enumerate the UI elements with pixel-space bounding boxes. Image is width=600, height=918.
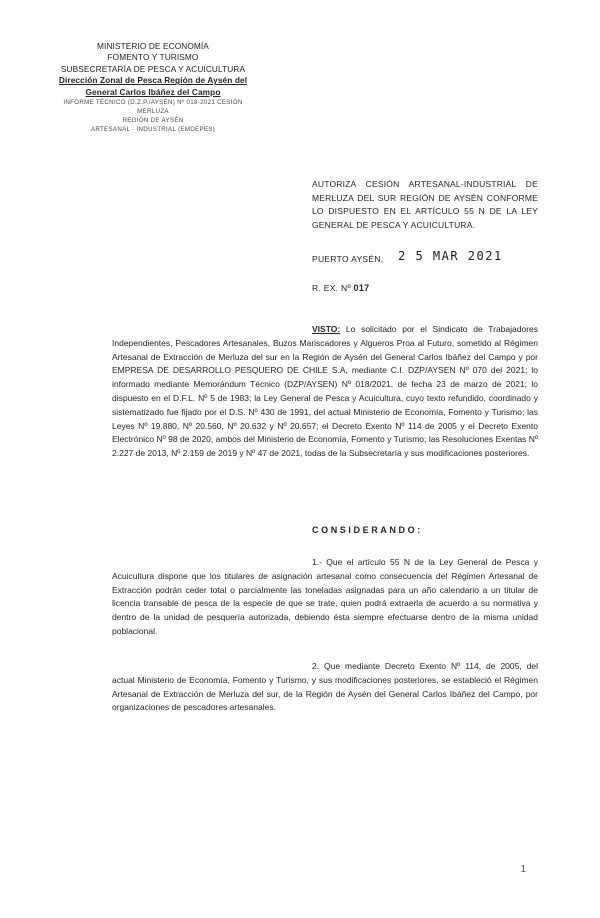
date-stamp: 2 5 MAR 2021 [398,249,503,263]
considerando-2 [112,660,538,715]
header-ref-3: ARTESANAL - INDUSTRIAL (EMDEPES) [90,126,216,134]
header-ref-1: INFORME TÉCNICO (D.Z.P./AYSÉN) Nº 018-2021 CESIÓN MERLUZA [63,99,243,116]
letterhead [48,41,258,134]
visto-paragraph [112,323,538,461]
resolution-label: R. EX. Nº [312,283,351,293]
header-region: General Carlos Ibáñez del Campo [85,86,221,97]
place: PUERTO AYSÉN, [312,254,384,264]
visto-text: Lo solicitado por el Sindicato de Trabajadores Independientes, Pescadores Artesanales, Buzos Mariscadores y Algueros Proa al Futuro, sometido al Régimen Artesanal de Extracción de Merluza del sur en la Región de Aysén del General Carlos Ibáñez del Campo y por EMPRESA DE DESARROLLO PESQUERO DE CHILE S.A, mediante C.I. DZP/AYSEN Nº 070 del 2021; lo informado mediante Memorándum Técnico (DZP/AYSEN) Nº 018/2021, de fecha 23 de marzo de 2021; lo dispuesto en el D.F.L. Nº 5 de 1983; la Ley General de Pesca y Acuicultura, cuyo texto refundido, coordinado y sistematizado fue fijado por el D.S. Nº 430 de 1991, del actual Ministerio de Economía, Fomento y Turismo; las Leyes Nº 19.880, Nº 20.560, Nº 20.632 y Nº 20.657; el Decreto Exento Nº 114 de 2005 y el Decreto Exento Electrónico Nº 98 de 2020, ambos del Ministerio de Economía, Fomento y Turismo; las Resoluciones Exentas Nº 2.227 de 2013, Nº 2.159 de 2019 y Nº 47 de 2021, todas de la Subsecretaría y sus modificaciones posteriores. [112,324,538,459]
considerando-title: CONSIDERANDO: [312,525,423,535]
visto-label: VISTO: [312,324,341,334]
resolution-value: 017 [353,283,370,293]
header-direccion: Dirección Zonal de Pesca Región de Aysén del [58,75,248,86]
considerando-1-text: 1.- Que el artículo 55 N de la Ley General de Pesca y Acuicultura dispone que los titulares de asignación artesanal como consecuencia del Régimen Artesanal de Extracción podrán ceder total o parcialmente las toneladas asignadas para un año calendario a un titular de licencia transable de pesca de la especie de que se trate, quien podrá extraerla de acuerdo a su normativa y dentro de la unidad de pesquería autorizada, debiendo ésta siempre efectuarse dentro de la misma unidad poblacional. [112,557,538,636]
header-ministry-2: FOMENTO Y TURISMO [107,52,199,63]
considerando-1 [112,556,538,639]
resolution-number [312,283,369,293]
header-subsecretaria: SUBSECRETARÍA DE PESCA Y ACUICULTURA [60,63,246,74]
subject-block: AUTORIZA CESIÓN ARTESANAL-INDUSTRIAL DE MERLUZA DEL SUR REGIÓN DE AYSÉN CONFORME LO DISPUESTO EN EL ARTÍCULO 55 N DE LA LEY GENERAL DE PESCA Y ACUICULTURA. [312,179,538,230]
header-ref-2: REGIÓN DE AYSÉN [122,117,184,125]
header-ministry: MINISTERIO DE ECONOMÍA [97,41,209,51]
page-number: 1 [520,864,526,875]
considerando-2-text: 2. Que mediante Decreto Exento Nº 114, de 2005, del actual Ministerio de Economía, Fomento y Turismo, y sus modificaciones posteriores, se estableció el Régimen Artesanal de Extracción de Merluza del sur, de la Región de Aysén del General Carlos Ibáñez del Campo, por organizaciones de pescadores artesanales. [112,661,538,713]
